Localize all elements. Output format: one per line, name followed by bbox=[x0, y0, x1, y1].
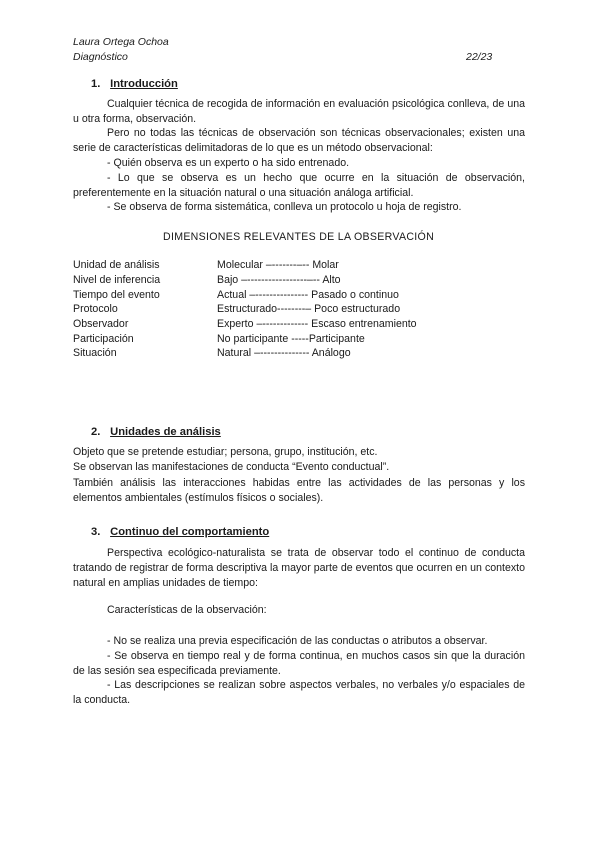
section-3-paragraph: Perspectiva ecológico-naturalista se trata de observar todo el continuo de conducta tratando de registrar de forma descriptiva la mayor parte de eventos que ocurren en un contexto natural en amplias unidades de tiempo: bbox=[73, 547, 525, 589]
dimension-label: Observador bbox=[73, 318, 129, 330]
section-1-paragraph-2: Pero no todas las técnicas de observación son técnicas observacionales; existen una serie de características delimitadoras de lo que es un método observacional: bbox=[73, 127, 525, 154]
section-1-number: 1. bbox=[91, 78, 101, 90]
dimension-value: Estructurado--------– Poco estructurado bbox=[217, 303, 401, 315]
section-1-paragraph-1: Cualquier técnica de recogida de información en evaluación psicológica conlleva, de una u otra forma, observación. bbox=[73, 98, 525, 125]
section-1-title: Introducción bbox=[110, 78, 178, 90]
section-3-bullet-1: - No se realiza una previa especificación de las conductas o atributos a observar. bbox=[107, 635, 488, 647]
dimension-label: Protocolo bbox=[73, 303, 118, 315]
dimension-value: Bajo –-----------------–-- Alto bbox=[217, 274, 341, 286]
section-3-subheading: Características de la observación: bbox=[107, 604, 267, 616]
dimension-value: Natural –-------------- Análogo bbox=[217, 347, 351, 359]
dimension-value: Experto –------------- Escaso entrenamiento bbox=[217, 318, 417, 330]
dimension-label: Participación bbox=[73, 333, 134, 345]
dimension-value: Molecular –-------–-- Molar bbox=[217, 259, 339, 271]
dimension-label: Situación bbox=[73, 347, 117, 359]
section-3-heading bbox=[91, 526, 269, 538]
section-3-number: 3. bbox=[91, 526, 101, 538]
dimension-label: Unidad de análisis bbox=[73, 259, 160, 271]
section-3-bullet-3: - Las descripciones se realizan sobre aspectos verbales, no verbales y/o espaciales de la conducta. bbox=[73, 679, 525, 706]
section-1-bullet-1: - Quién observa es un experto o ha sido entrenado. bbox=[107, 157, 350, 169]
section-2-number: 2. bbox=[91, 426, 101, 438]
dimensions-title: DIMENSIONES RELEVANTES DE LA OBSERVACIÓN bbox=[163, 231, 435, 243]
section-1-heading bbox=[91, 78, 178, 90]
header-subject: Diagnóstico bbox=[73, 51, 128, 63]
dimension-value: No participante -----Participante bbox=[217, 333, 365, 345]
section-1-bullet-2: - Lo que se observa es un hecho que ocurre en la situación de observación, preferentemente en la situación natural o una situación análoga artificial. bbox=[73, 172, 525, 199]
section-3-bullet-2: - Se observa en tiempo real y de forma continua, en muchos casos sin que la duración de las sesión sea especificada previamente. bbox=[73, 650, 525, 677]
header-page-number: 22/23 bbox=[466, 51, 493, 63]
dimension-label: Nivel de inferencia bbox=[73, 274, 161, 286]
section-2-line-1: Objeto que se pretende estudiar; persona, grupo, institución, etc. bbox=[73, 446, 378, 458]
section-3-title: Continuo del comportamiento bbox=[110, 526, 270, 538]
section-2-title: Unidades de análisis bbox=[110, 426, 221, 438]
dimension-value: Actual –--------------- Pasado o continuo bbox=[217, 289, 399, 301]
section-2-line-2: Se observan las manifestaciones de conducta “Evento conductual”. bbox=[73, 461, 390, 473]
section-2-heading bbox=[91, 426, 221, 438]
section-1-bullet-3: - Se observa de forma sistemática, conlleva un protocolo u hoja de registro. bbox=[107, 201, 462, 213]
dimension-label: Tiempo del evento bbox=[73, 289, 160, 301]
section-2-paragraph: También análisis las interacciones habidas entre las actividades de las personas y los elementos ambientales (estímulos físicos o sociales). bbox=[73, 477, 525, 504]
header-author: Laura Ortega Ochoa bbox=[73, 36, 169, 48]
